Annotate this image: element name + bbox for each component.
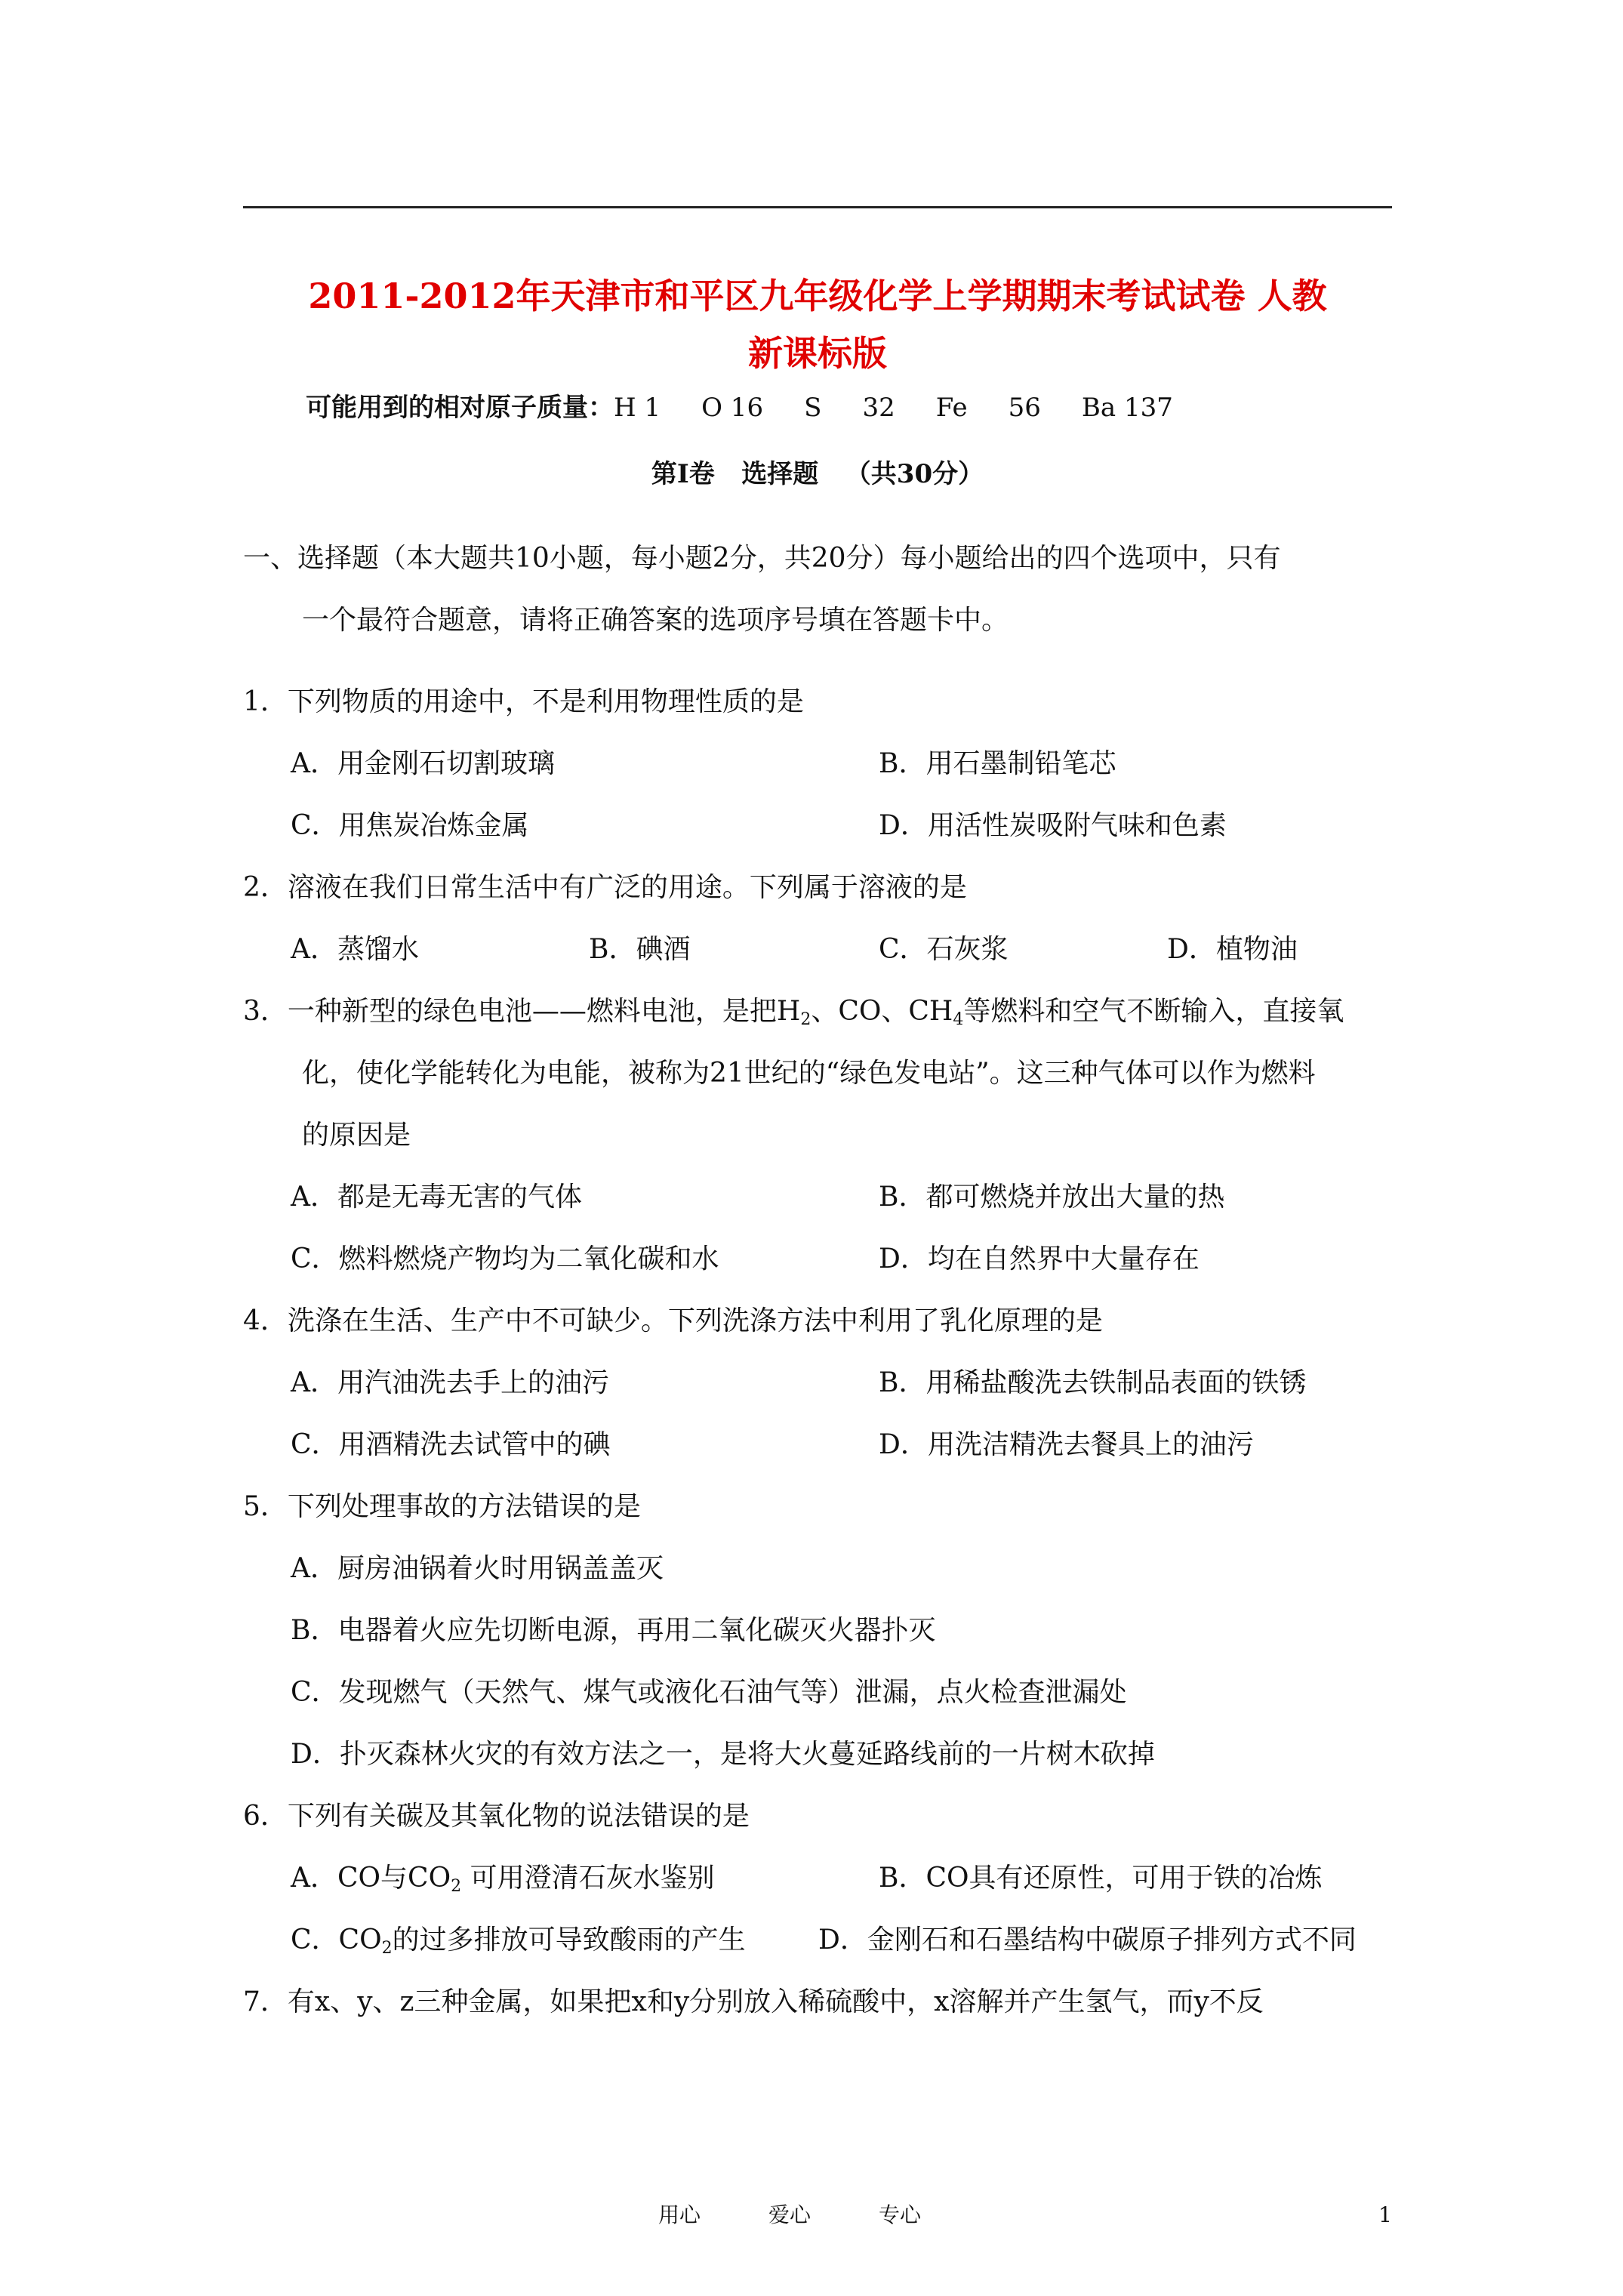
q4-option-d: D．用洗洁精洗去餐具上的油污 bbox=[879, 1429, 1254, 1460]
q1-stem: 1．下列物质的用途中，不是利用物理性质的是 bbox=[243, 686, 804, 717]
q6-option-b: B．CO具有还原性，可用于铁的冶炼 bbox=[879, 1863, 1323, 1894]
q1-option-c: C．用焦炭冶炼金属 bbox=[291, 810, 529, 841]
q2-option-b: B．碘酒 bbox=[589, 934, 691, 965]
q4-option-a: A．用汽油洗去手上的油污 bbox=[291, 1367, 609, 1398]
atomic-masses-values: H 1 O 16 S 32 Fe 56 Ba 137 bbox=[614, 393, 1173, 423]
footer-text-1: 用心 bbox=[658, 2202, 701, 2227]
q7-stem: 7．有x、y、z三种金属，如果把x和y分别放入稀硫酸中，x溶解并产生氢气，而y不反 bbox=[243, 1986, 1264, 2017]
q5-option-a: A．厨房油锅着火时用锅盖盖灭 bbox=[291, 1553, 664, 1584]
q3-stem-line-3: 的原因是 bbox=[302, 1120, 411, 1151]
q6-option-a bbox=[291, 1856, 715, 1909]
q6-option-c bbox=[291, 1918, 746, 1971]
q3-option-b: B．都可燃烧并放出大量的热 bbox=[879, 1182, 1225, 1213]
q3-option-c: C．燃料燃烧产物均为二氧化碳和水 bbox=[291, 1244, 719, 1274]
atomic-masses bbox=[306, 387, 1173, 429]
q6-option-d: D．金刚石和石墨结构中碳原子排列方式不同 bbox=[818, 1925, 1357, 1955]
q6-option-a-part-2: 可用澄清石灰水鉴别 bbox=[461, 1863, 715, 1894]
footer-text-3: 专心 bbox=[879, 2202, 922, 2227]
q2-option-c: C．石灰浆 bbox=[879, 934, 1009, 965]
q1-option-a: A．用金刚石切割玻璃 bbox=[291, 748, 555, 779]
header-rule bbox=[243, 206, 1392, 208]
footer-text-2: 爱心 bbox=[768, 2202, 812, 2227]
q2-option-d: D．植物油 bbox=[1167, 934, 1298, 965]
q4-option-b: B．用稀盐酸洗去铁制品表面的铁锈 bbox=[879, 1367, 1307, 1398]
q6-option-a-subscript: 2 bbox=[451, 1877, 462, 1896]
q6-option-c-subscript: 2 bbox=[381, 1939, 393, 1958]
q3-stem-part-1: 3．一种新型的绿色电池——燃料电池，是把H bbox=[243, 996, 801, 1027]
page-number: 1 bbox=[1378, 2202, 1392, 2227]
q5-stem: 5．下列处理事故的方法错误的是 bbox=[243, 1491, 641, 1522]
section-heading: 第Ⅰ卷 选择题 （共30分） bbox=[651, 459, 984, 489]
q2-option-a: A．蒸馏水 bbox=[291, 934, 419, 965]
q6-option-a-part-1: A．CO与CO bbox=[291, 1863, 451, 1894]
q5-option-d: D．扑灭森林火灾的有效方法之一，是将大火蔓延路线前的一片树木砍掉 bbox=[291, 1739, 1155, 1770]
atomic-masses-label: 可能用到的相对原子质量： bbox=[306, 393, 614, 423]
q2-stem: 2．溶液在我们日常生活中有广泛的用途。下列属于溶液的是 bbox=[243, 872, 967, 903]
q3-option-a: A．都是无毒无害的气体 bbox=[291, 1182, 582, 1213]
q4-option-c: C．用酒精洗去试管中的碘 bbox=[291, 1429, 611, 1460]
q6-stem: 6．下列有关碳及其氧化物的说法错误的是 bbox=[243, 1801, 750, 1832]
q5-option-b: B．电器着火应先切断电源，再用二氧化碳灭火器扑灭 bbox=[291, 1615, 936, 1646]
part-heading-line-2: 一个最符合题意，请将正确答案的选项序号填在答题卡中。 bbox=[302, 605, 1009, 636]
q4-stem: 4．洗涤在生活、生产中不可缺少。下列洗涤方法中利用了乳化原理的是 bbox=[243, 1305, 1103, 1336]
q3-stem-part-2: 、CO、CH bbox=[811, 996, 953, 1027]
q1-option-b: B．用石墨制铅笔芯 bbox=[879, 748, 1116, 779]
q6-option-c-part-2: 的过多排放可导致酸雨的产生 bbox=[392, 1925, 746, 1955]
q5-option-c: C．发现燃气（天然气、煤气或液化石油气等）泄漏，点火检查泄漏处 bbox=[291, 1677, 1127, 1708]
q3-stem-line-2: 化，使化学能转化为电能，被称为21世纪的“绿色发电站”。这三种气体可以作为燃料 bbox=[302, 1058, 1316, 1089]
q3-subscript-2: 4 bbox=[953, 1010, 964, 1029]
q6-option-c-part-1: C．CO bbox=[291, 1925, 382, 1955]
q3-subscript-1: 2 bbox=[800, 1010, 812, 1029]
q3-option-d: D．均在自然界中大量存在 bbox=[879, 1244, 1200, 1274]
exam-title-line-1: 2011-2012年天津市和平区九年级化学上学期期末考试试卷 人教 bbox=[308, 276, 1327, 316]
part-heading-line-1: 一、选择题（本大题共10小题，每小题2分，共20分）每小题给出的四个选项中，只有 bbox=[243, 543, 1281, 574]
q1-option-d: D．用活性炭吸附气味和色素 bbox=[879, 810, 1227, 841]
exam-title-line-2: 新课标版 bbox=[748, 333, 887, 374]
q3-stem-line-1 bbox=[243, 989, 1344, 1043]
q3-stem-part-3: 等燃料和空气不断输入，直接氧 bbox=[963, 996, 1344, 1027]
